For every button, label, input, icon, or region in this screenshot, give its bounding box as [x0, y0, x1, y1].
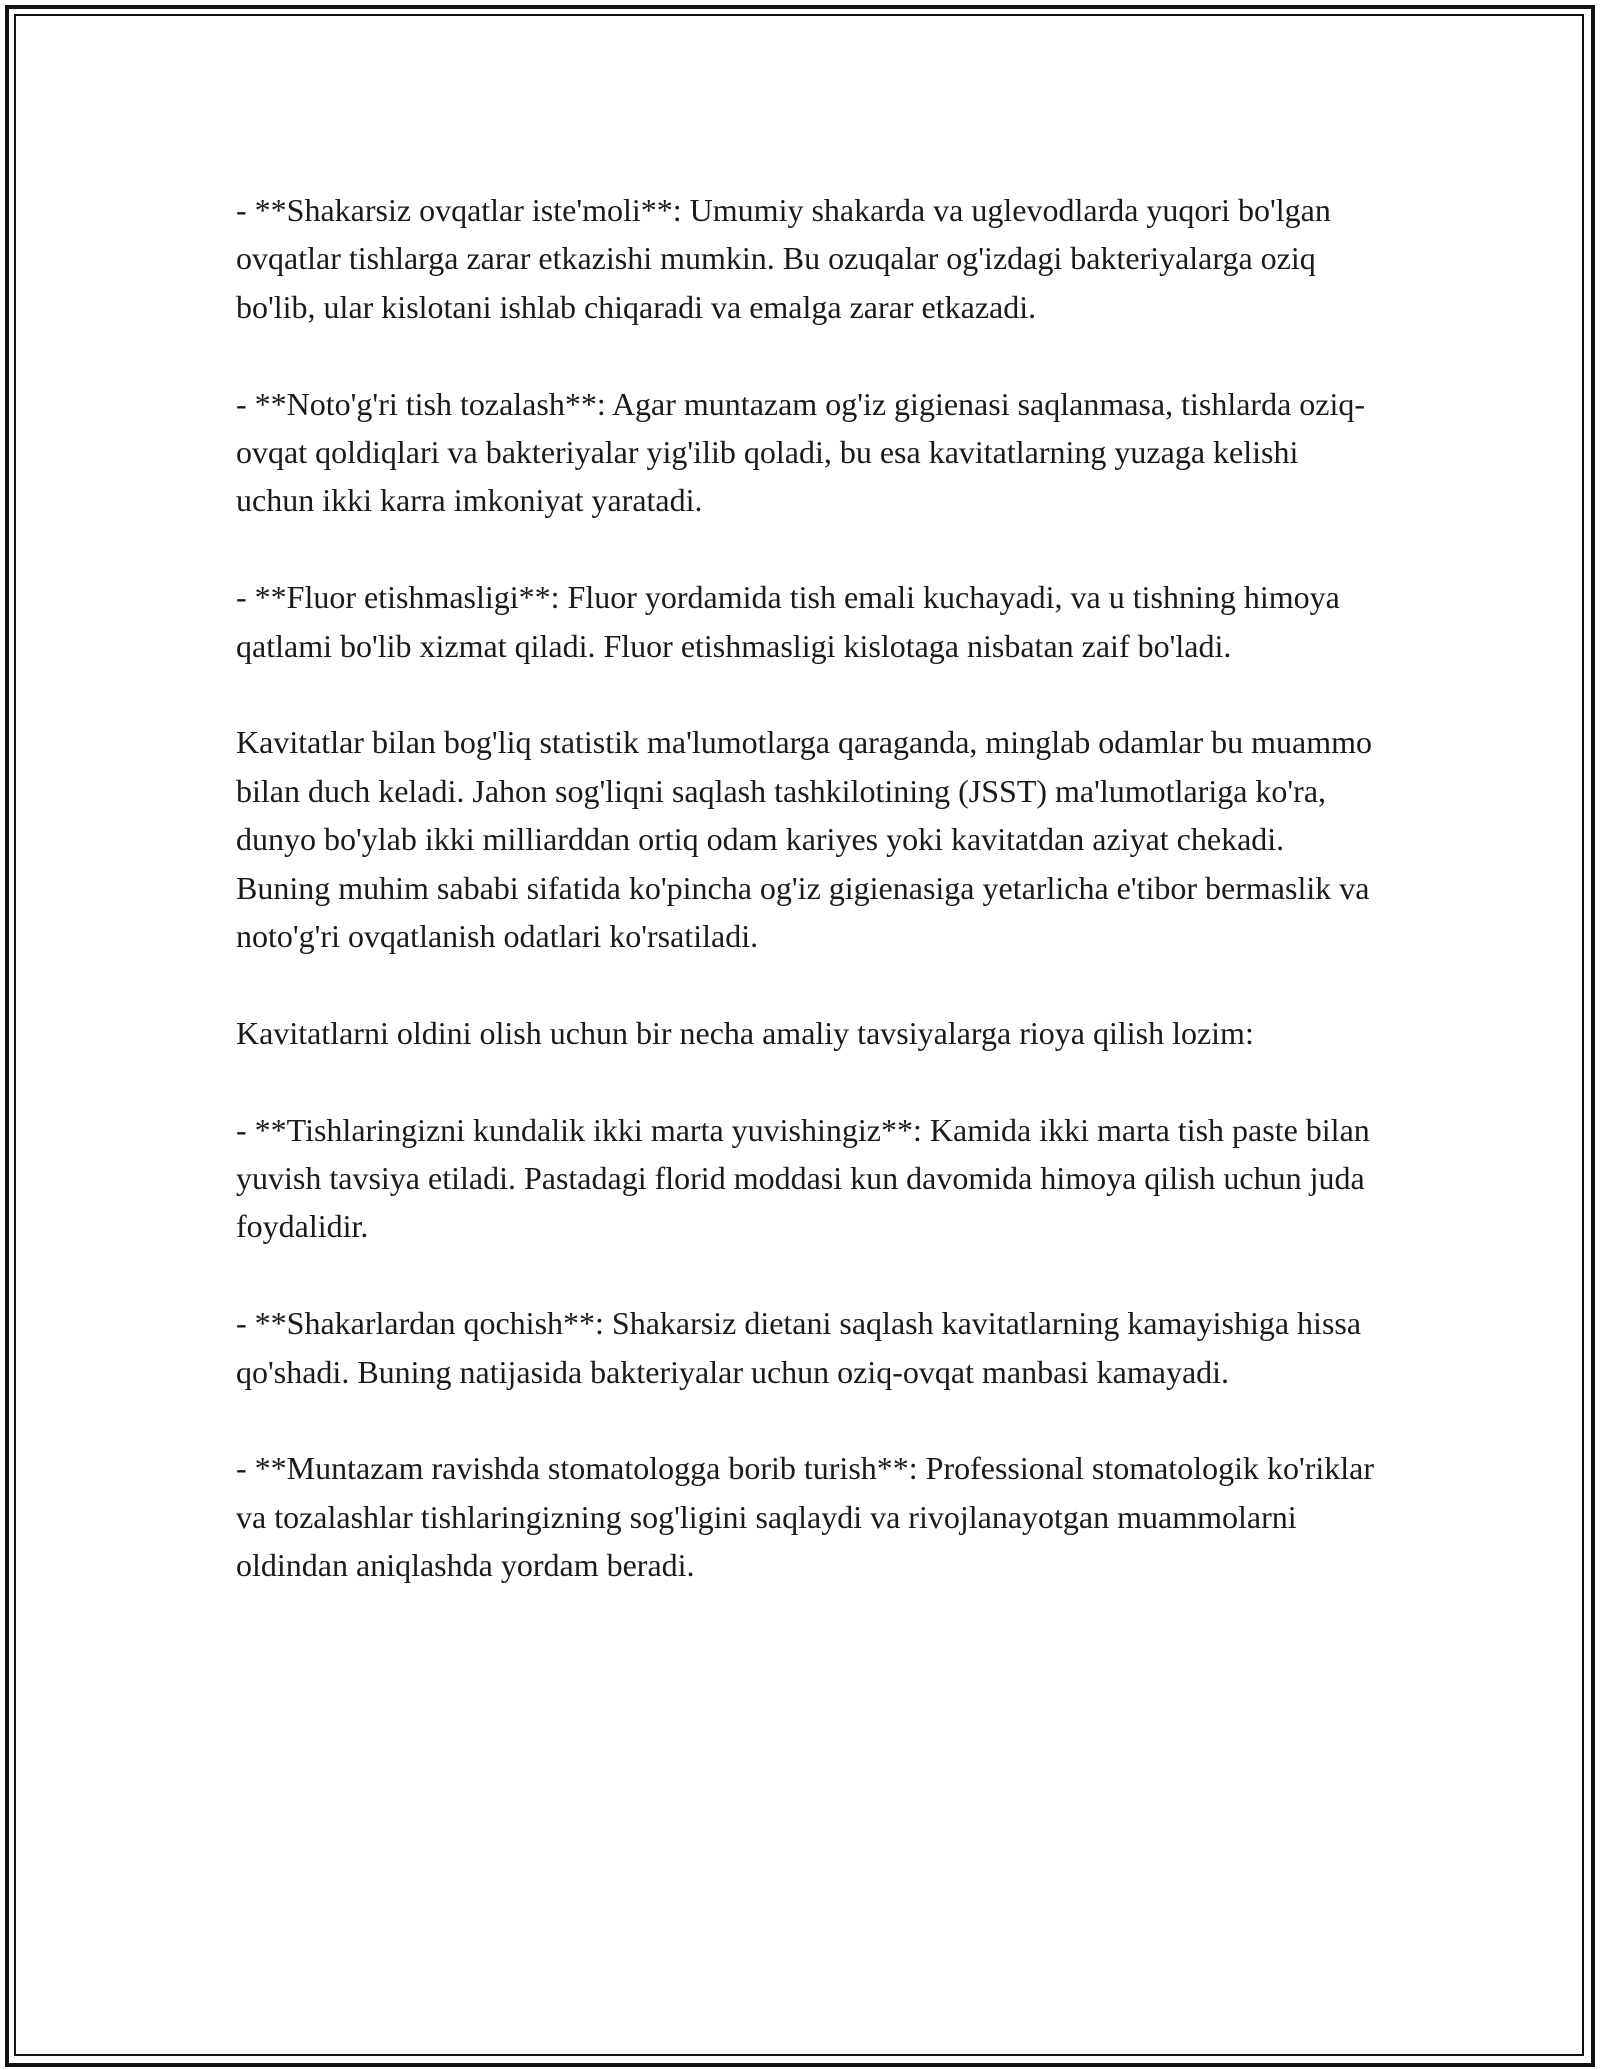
paragraph-prevention-intro: Kavitatlarni oldini olish uchun bir necha amaliy tavsiyalarga rioya qilish lozim: [236, 1014, 1254, 1051]
document-body [236, 186, 1376, 1590]
paragraph-sugar-foods: - **Shakarsiz ovqatlar iste'moli**: Umumiy shakarda va uglevodlarda yuqori bo'lgan ovqatlar tishlarga zarar etkazishi mumkin. Bu ozuqalar og'izdagi bakteriyalarga oziq bo'lib, ular kislotani ishlab chiqaradi va emalga zarar etkazadi. [236, 192, 1331, 325]
paragraph-statistics: Kavitatlar bilan bog'liq statistik ma'lumotlarga qaraganda, minglab odamlar bu muammo bilan duch keladi. Jahon sog'liqni saqlash tashkilotining (JSST) ma'lumotlariga ko'ra, dunyo bo'ylab ikki milliarddan ortiq odam kariyes yoki kavitatdan aziyat chekadi. Buning muhim sababi sifatida ko'pincha og'iz gigienasiga yetarlicha e'tibor bermaslik va noto'g'ri ovqatlanish odatlari ko'rsatiladi. [236, 724, 1372, 955]
paragraph-wrong-brushing: - **Noto'g'ri tish tozalash**: Agar muntazam og'iz gigienasi saqlanmasa, tishlarda oziq-ovqat qoldiqlari va bakteriyalar yig'ilib qoladi, bu esa kavitatlarning yuzaga kelishi uchun ikki karra imkoniyat yaratadi. [236, 385, 1366, 519]
paragraph-avoid-sugar: - **Shakarlardan qochish**: Shakarsiz dietani saqlash kavitatlarning kamayishiga hissa qo'shadi. Buning natijasida bakteriyalar uchun oziq-ovqat manbasi kamayadi. [236, 1305, 1362, 1390]
paragraph-brush-twice: - **Tishlaringizni kundalik ikki marta yuvishingiz**: Kamida ikki marta tish paste bilan yuvish tavsiya etiladi. Pastadagi florid moddasi kun davomida himoya qilish uchun juda foydalidir. [236, 1111, 1370, 1245]
paragraph-dentist-visits: - **Muntazam ravishda stomatologga borib turish**: Professional stomatologik ko'riklar va tozalashlar tishlaringizning sog'ligini saqlaydi va rivojlanayotgan muammolarni oldindan aniqlashda yordam beradi. [236, 1450, 1375, 1584]
paragraph-fluoride-deficiency: - **Fluor etishmasligi**: Fluor yordamida tish emali kuchayadi, va u tishning himoya qatlami bo'lib xizmat qiladi. Fluor etishmasligi kislotaga nisbatan zaif bo'ladi. [236, 579, 1340, 664]
